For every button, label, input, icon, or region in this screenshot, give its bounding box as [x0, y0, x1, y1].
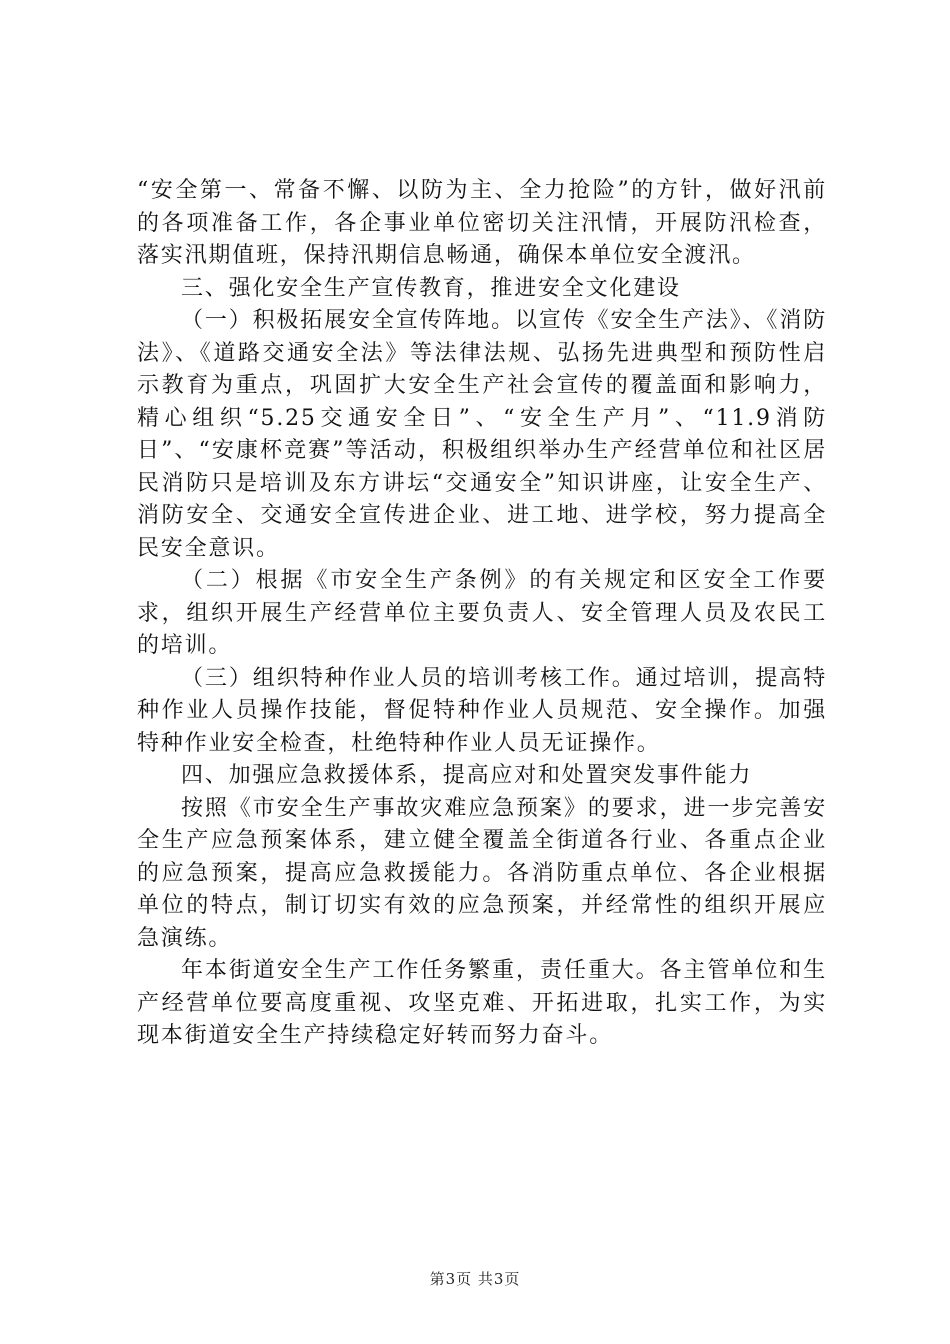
section-heading-safety-education: 三、强化安全生产宣传教育，推进安全文化建设	[181, 275, 681, 301]
paragraph-conclusion: 年本街道安全生产工作任务繁重，责任重大。各主管单位和生产经营单位要高度重视、攻坚克难、开拓进取，扎实工作，为实现本街道安全生产持续稳定好转而努力奋斗。	[137, 958, 827, 1048]
section-heading-emergency-rescue: 四、加强应急救援体系，提高应对和处置突发事件能力	[181, 763, 753, 788]
document-body	[137, 175, 827, 1053]
paragraph-publicity: （一）积极拓展安全宣传阵地。以宣传《安全生产法》、《消防法》、《道路交通安全法》等法律法规、弘扬先进典型和预防性启示教育为重点，巩固扩大安全生产社会宣传的覆盖面和影响力，精心组织“5.25交通安全日”、“安全生产月”、“11.9消防日”、“安康杯竞赛”等活动，积极组织举办生产经营单位和社区居民消防只是培训及东方讲坛“交通安全”知识讲座，让安全生产、消防安全、交通安全宣传进企业、进工地、进学校，努力提高全民安全意识。	[137, 308, 827, 561]
paragraph-training-regulations: （二）根据《市安全生产条例》的有关规定和区安全工作要求，组织开展生产经营单位主要负责人、安全管理人员及农民工的培训。	[137, 568, 827, 658]
paragraph-emergency-plan: 按照《市安全生产事故灾难应急预案》的要求，进一步完善安全生产应急预案体系，建立健全覆盖全街道各行业、各重点企业的应急预案，提高应急救援能力。各消防重点单位、各企业根据单位的特点，制订切实有效的应急预案，并经常性的组织开展应急演练。	[137, 795, 827, 951]
paragraph-flood-policy: “安全第一、常备不懈、以防为主、全力抢险”的方针，做好汛前的各项准备工作，各企事业单位密切关注汛情，开展防汛检查，落实汛期值班，保持汛期信息畅通，确保本单位安全渡汛。	[137, 178, 827, 268]
page-number-footer: 第3页 共3页	[429, 1270, 521, 1288]
paragraph-special-operations: （三）组织特种作业人员的培训考核工作。通过培训，提高特种作业人员操作技能，督促特种作业人员规范、安全操作。加强特种作业安全检查，杜绝特种作业人员无证操作。	[137, 665, 827, 756]
